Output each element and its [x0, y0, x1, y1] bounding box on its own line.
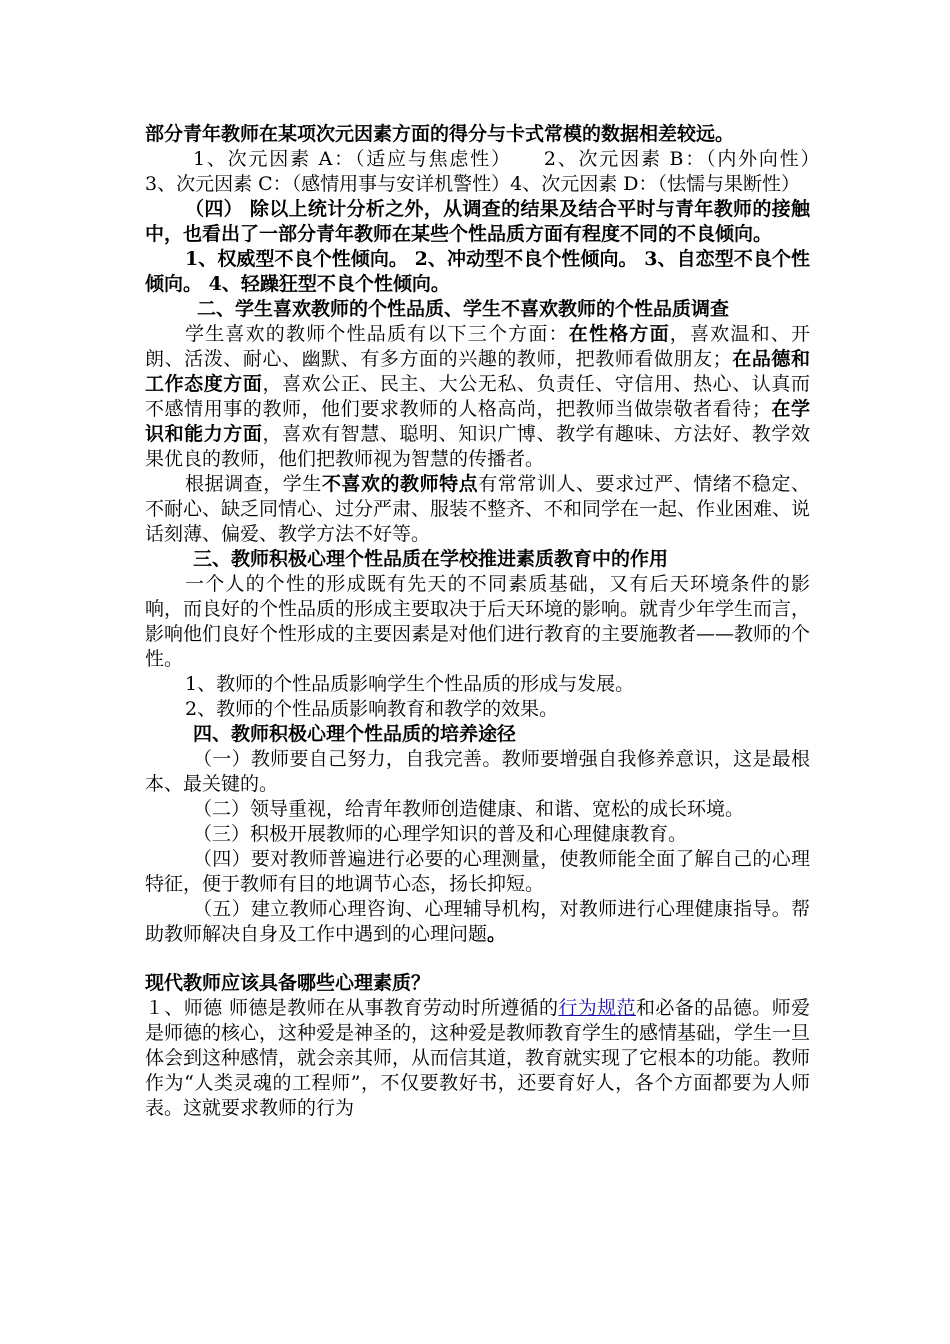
paragraph-personality-formation: 一个人的个性的形成既有先天的不同素质基础，又有后天环境条件的影响，而良好的个性品质的形成主要取决于后天环境的影响。就青少年学生而言，影响他们良好个性形成的主要因素是对他们进行教育的主要施教者——教师的个性。: [145, 573, 811, 670]
document-page: [145, 122, 849, 1121]
heading-section-3: 三、教师积极心理个性品质在学校推进素质教育中的作用: [193, 548, 669, 570]
question-title: 现代教师应该具备哪些心理素质？: [145, 972, 431, 994]
paragraph-disliked-qualities: 根据调查，学生不喜欢的教师特点有常常训人、要求过严、情绪不稳定、不耐心、缺乏同情心、过分严肃、服装不整齐、不和同学在一起、作业困难、说话刻薄、偏爱、教学方法不好等。: [145, 473, 811, 545]
behavior-norm-link[interactable]: 行为规范: [558, 997, 636, 1019]
heading-section-2: 二、学生喜欢教师的个性品质、学生不喜欢教师的个性品质调查: [197, 298, 730, 320]
paragraph-approach-3: （三）积极开展教师的心理学知识的普及和心理健康教育。: [193, 823, 688, 845]
spacer: [145, 947, 810, 969]
paragraph-point-2: 2、教师的个性品质影响教育和教学的效果。: [185, 698, 559, 720]
paragraph-section-four: （四） 除以上统计分析之外，从调查的结果及结合平时与青年教师的接触中，也看出了一部分青年教师在某些个性品质方面有程度不同的不良倾向。: [145, 198, 810, 245]
paragraph-approach-1: （一）教师要自己努力，自我完善。教师要增强自我修养意识，这是最根本、最关键的。: [145, 748, 810, 795]
paragraph-teacher-ethics: １、师德 师德是教师在从事教育劳动时所遵循的行为规范和必备的品德。师爱是师德的核心，这种爱是神圣的，这种爱是教师教育学生的感情基础，学生一旦体会到这种感情，就会亲其师，从而信其道，教育就实现了它根本的功能。教师作为“人类灵魂的工程师”，不仅要教好书，还要育好人，各个方面都要为人师表。这就要求教师的行为: [145, 997, 811, 1119]
paragraph-factors: 1、次元因素 A：（适应与焦虑性） 2、次元因素 B：（内外向性） 3、次元因素 C：（感情用事与安详机警性）4、次元因素 D：（怯懦与果断性）: [145, 148, 849, 195]
heading-section-4: 四、教师积极心理个性品质的培养途径: [193, 723, 517, 745]
paragraph-tendencies: 1、权威型不良个性倾向。 2、冲动型不良个性倾向。 3、自恋型不良个性倾向。 4、轻躁狂型不良个性倾向。: [145, 248, 810, 295]
paragraph-approach-5: （五）建立教师心理咨询、心理辅导机构，对教师进行心理健康指导。帮助教师解决自身及工作中遇到的心理问题。: [145, 898, 810, 945]
paragraph-approach-4: （四）要对教师普遍进行必要的心理测量，使教师能全面了解自己的心理特征，便于教师有目的地调节心态，扬长抑短。: [145, 848, 810, 895]
paragraph-liked-qualities: 学生喜欢的教师个性品质有以下三个方面：在性格方面，喜欢温和、开朗、活泼、耐心、幽默、有多方面的兴趣的教师，把教师看做朋友；在品德和工作态度方面，喜欢公正、民主、大公无私、负责任、守信用、热心、认真而不感情用事的教师，他们要求教师的人格高尚，把教师当做崇敬者看待；在学识和能力方面，喜欢有智慧、聪明、知识广博、教学有趣味、方法好、教学效果优良的教师，他们把教师视为智慧的传播者。: [145, 323, 810, 470]
paragraph-point-1: 1、教师的个性品质影响学生个性品质的形成与发展。: [185, 673, 635, 695]
paragraph-approach-2: （二）领导重视，给青年教师创造健康、和谐、宽松的成长环境。: [193, 798, 745, 820]
paragraph-summary: 部分青年教师在某项次元因素方面的得分与卡式常模的数据相差较远。: [145, 123, 735, 145]
